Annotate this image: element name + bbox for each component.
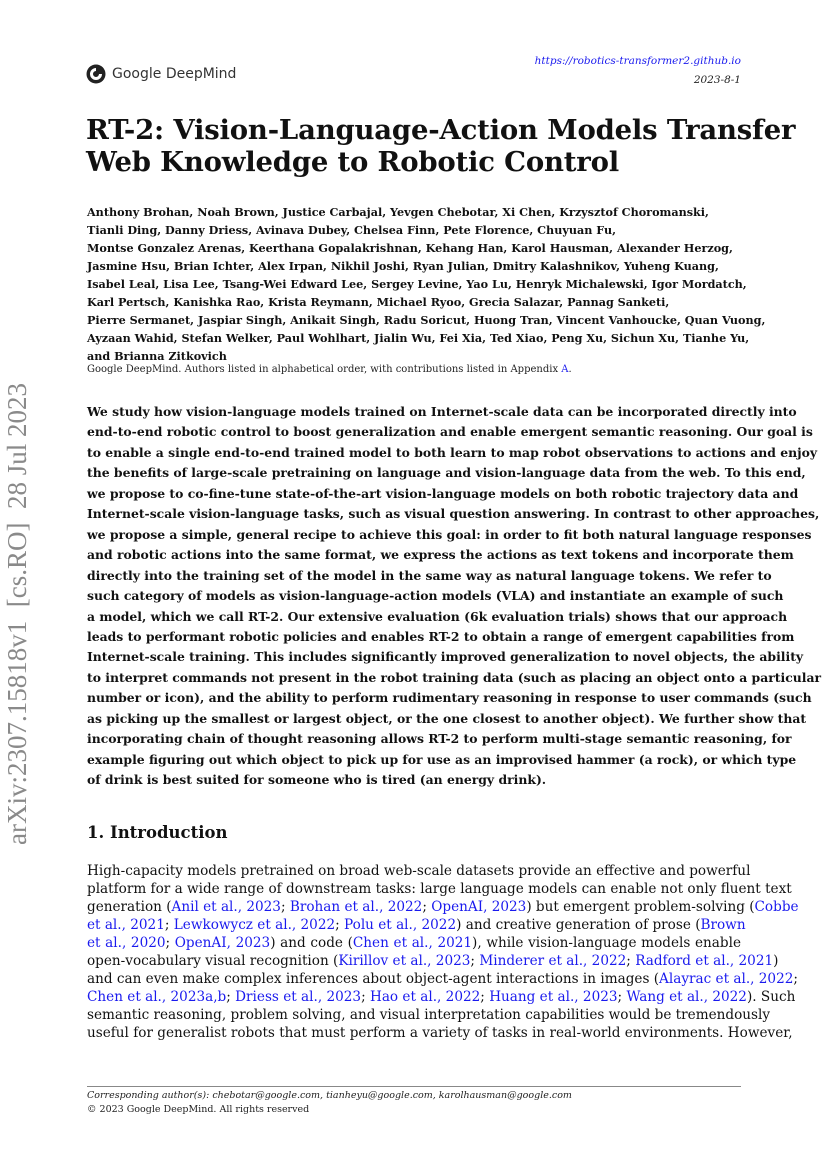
intro-text: ;	[165, 935, 175, 951]
intro-text: ) but emergent problem-solving (	[526, 899, 755, 915]
citation-link[interactable]: Polu et al., 2022	[344, 917, 457, 933]
citation-link[interactable]: Brown	[700, 917, 746, 933]
author-line: Anthony Brohan, Noah Brown, Justice Carbajal, Yevgen Chebotar, Xi Chen, Krzysztof Choromanski,	[87, 205, 709, 219]
intro-text: semantic reasoning, problem solving, and visual interpretation capabilities would be tremendously	[87, 1007, 771, 1023]
citation-link[interactable]: Kirillov et al., 2023	[338, 953, 471, 969]
abstract-line: end-to-end robotic control to boost generalization and enable emergent semantic reasoning. Our goal is	[87, 424, 813, 440]
copyright: © 2023 Google DeepMind. All rights reserved	[87, 1104, 310, 1115]
intro-text: platform for a wide range of downstream tasks: large language models can enable not only fluent text	[87, 881, 792, 897]
intro-text: ;	[422, 899, 432, 915]
citation-link[interactable]: Brohan et al., 2022	[289, 899, 423, 915]
abstract-line: We study how vision-language models trained on Internet-scale data can be incorporated directly into	[87, 404, 797, 419]
intro-line	[87, 988, 796, 1006]
citation-link[interactable]: Minderer et al., 2022	[479, 953, 627, 969]
abstract-line: Internet-scale training. This includes significantly improved generalization to novel objects, the ability	[87, 649, 804, 665]
author-line: Montse Gonzalez Arenas, Keerthana Gopalakrishnan, Kehang Han, Karol Hausman, Alexander Herzog,	[87, 241, 733, 255]
date: 2023-8-1	[693, 74, 741, 86]
intro-text: ;	[617, 989, 627, 1005]
intro-text: and can even make complex inferences about object-agent interactions in images (	[87, 971, 660, 987]
arxiv-stamp: arXiv:2307.15818v1 [cs.RO] 28 Jul 2023	[2, 383, 32, 845]
citation-link[interactable]: Huang et al., 2023	[489, 989, 618, 1005]
intro-text: ;	[480, 989, 490, 1005]
logo-text: Google DeepMind	[112, 66, 237, 82]
paper-title	[86, 114, 795, 178]
author-line: Isabel Leal, Lisa Lee, Tsang-Wei Edward Lee, Sergey Levine, Yao Lu, Henryk Michalewski, Igor Mordatch,	[87, 277, 747, 291]
google-deepmind-logo	[86, 64, 236, 84]
intro-line	[87, 1006, 771, 1024]
abstract-line: incorporating chain of thought reasoning allows RT-2 to perform multi-stage semantic reasoning, for	[87, 731, 792, 747]
title-line: RT-2: Vision-Language-Action Models Transfer	[86, 114, 796, 146]
intro-text: generation (	[87, 899, 172, 915]
abstract-line: a model, which we call RT-2. Our extensive evaluation (6k evaluation trials) shows that our approach	[87, 608, 788, 624]
intro-line	[87, 952, 779, 970]
footer-rule	[87, 1086, 741, 1087]
intro-text: ) and code (	[270, 935, 353, 951]
intro-text: ;	[226, 989, 236, 1005]
abstract	[87, 402, 822, 791]
author-list	[87, 203, 766, 365]
intro-line	[87, 862, 751, 880]
introduction-paragraph	[87, 862, 799, 1042]
citation-link[interactable]: OpenAI, 2023	[431, 899, 527, 915]
citation-link[interactable]: Wang et al., 2022	[626, 989, 747, 1005]
intro-line	[87, 898, 799, 916]
citation-link[interactable]: Driess et al., 2023	[235, 989, 362, 1005]
intro-line	[87, 970, 798, 988]
abstract-line: we propose a simple, general recipe to achieve this goal: in order to fit both natural language responses	[87, 526, 812, 542]
abstract-line: the benefits of large-scale pretraining on language and vision-language data from the web. To this end,	[87, 465, 806, 481]
intro-text: open-vocabulary visual recognition (	[87, 953, 339, 969]
intro-text: ;	[361, 989, 370, 1005]
citation-link[interactable]: Chen et al., 2023a,b	[87, 989, 227, 1005]
citation-link[interactable]: Lewkowycz et al., 2022	[173, 917, 336, 933]
abstract-line: of drink is best suited for someone who is tired (an energy drink).	[87, 772, 547, 788]
project-url-link[interactable]: https://robotics-transformer2.github.io	[534, 55, 741, 67]
author-line: Karl Pertsch, Kanishka Rao, Krista Reymann, Michael Ryoo, Grecia Salazar, Pannag Sanketi,	[87, 295, 670, 309]
intro-text: ;	[793, 971, 798, 987]
citation-link[interactable]: Cobbe	[754, 899, 799, 915]
intro-line	[87, 880, 792, 898]
abstract-line: as picking up the smallest or largest object, or the one closest to another object). We further show that	[87, 710, 807, 726]
affiliation	[87, 364, 572, 375]
intro-text: ;	[335, 917, 345, 933]
deepmind-logo-icon	[86, 64, 106, 84]
affiliation-end: .	[568, 364, 572, 375]
abstract-line: we propose to co-fine-tune state-of-the-art vision-language models on both robotic trajectory data and	[87, 485, 799, 501]
intro-text: )	[773, 953, 779, 969]
abstract-line: directly into the training set of the model in the same way as natural language tokens. We refer to	[87, 567, 772, 583]
author-line: and Brianna Zitkovich	[87, 349, 227, 363]
intro-line	[87, 934, 741, 952]
author-line: Ayzaan Wahid, Stefan Welker, Paul Wohlhart, Jialin Wu, Fei Xia, Ted Xiao, Peng Xu, Sichun Xu, Tianhe Yu,	[87, 331, 750, 345]
citation-link[interactable]: Radford et al., 2021	[635, 953, 774, 969]
author-line: Pierre Sermanet, Jaspiar Singh, Anikait Singh, Radu Soricut, Huong Tran, Vincent Vanhoucke, Quan Vuong,	[87, 313, 766, 327]
abstract-line: to enable a single end-to-end trained model to both learn to map robot observations to actions and enjoy	[87, 444, 818, 460]
abstract-line: number or icon), and the ability to perform rudimentary reasoning in response to user commands (such	[87, 690, 812, 706]
citation-link[interactable]: OpenAI, 2023	[174, 935, 271, 951]
citation-link[interactable]: Chen et al., 2021	[352, 935, 473, 951]
abstract-line: and robotic actions into the same format, we express the actions as text tokens and incorporate them	[87, 547, 794, 563]
title-line: Web Knowledge to Robotic Control	[86, 146, 619, 178]
intro-text: High-capacity models pretrained on broad web-scale datasets provide an effective and powerful	[87, 863, 751, 879]
section-heading-introduction: 1. Introduction	[87, 823, 228, 842]
intro-text: ;	[164, 917, 174, 933]
corresponding-authors: Corresponding author(s): chebotar@google.com, tianheyu@google.com, karolhausman@google.com	[87, 1090, 572, 1101]
intro-text: ;	[280, 899, 290, 915]
intro-text: ;	[626, 953, 636, 969]
abstract-line: to interpret commands not present in the robot training data (such as placing an object onto a particular	[87, 669, 822, 685]
citation-link[interactable]: et al., 2021	[87, 917, 165, 933]
abstract-line: example figuring out which object to pick up for use as an improvised hammer (a rock), or which type	[87, 751, 797, 767]
citation-link[interactable]: Alayrac et al., 2022	[659, 971, 794, 987]
intro-text: ) and creative generation of prose (	[456, 917, 701, 933]
citation-link[interactable]: et al., 2020	[87, 935, 166, 951]
affiliation-text: Google DeepMind. Authors listed in alphabetical order, with contributions listed in Appendix	[87, 364, 562, 375]
abstract-line: leads to performant robotic policies and enables RT-2 to obtain a range of emergent capabilities from	[87, 628, 795, 644]
author-line: Jasmine Hsu, Brian Ichter, Alex Irpan, Nikhil Joshi, Ryan Julian, Dmitry Kalashnikov, Yuheng Kuang,	[87, 259, 719, 273]
citation-link[interactable]: Hao et al., 2022	[369, 989, 481, 1005]
appendix-link[interactable]: A	[561, 364, 569, 375]
citation-link[interactable]: Anil et al., 2023	[171, 899, 281, 915]
intro-text: useful for generalist robots that must perform a variety of tasks in real-world environments. However,	[87, 1025, 793, 1041]
intro-line	[87, 916, 746, 934]
abstract-line: Internet-scale vision-language tasks, such as visual question answering. In contrast to other approaches,	[87, 506, 820, 522]
author-line: Tianli Ding, Danny Driess, Avinava Dubey, Chelsea Finn, Pete Florence, Chuyuan Fu,	[87, 223, 617, 237]
intro-line	[87, 1024, 793, 1042]
intro-text: ), while vision-language models enable	[472, 935, 741, 951]
intro-text: ). Such	[746, 989, 796, 1005]
abstract-line: such category of models as vision-language-action models (VLA) and instantiate an example of such	[87, 588, 784, 604]
intro-text: ;	[470, 953, 480, 969]
